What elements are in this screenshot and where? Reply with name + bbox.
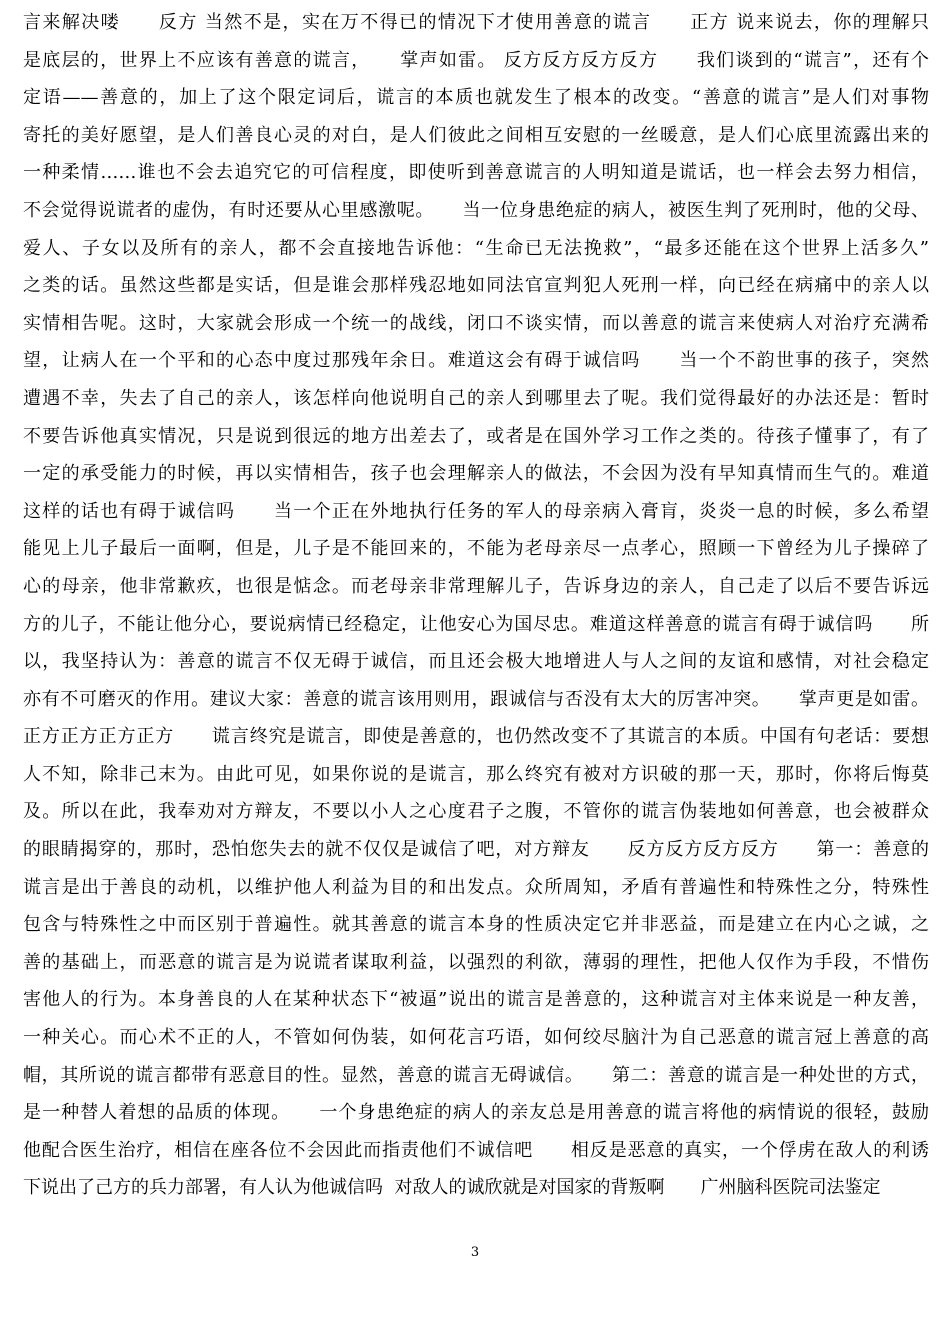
text-line: 人不知，除非己末为。由此可见，如果你说的是谎言，那么终究有被对方识破的那一天，那时，你将后悔莫 (23, 763, 929, 785)
text-line: 望，让病人在一个平和的心态中度过那残年余日。难道这会有碍于诚信吗 当一个不韵世事的孩子，突然 (23, 350, 929, 372)
text-line: 是一种替人着想的品质的体现。 一个身患绝症的病人的亲友总是用善意的谎言将他的病情说的很轻，鼓励 (23, 1102, 929, 1124)
text-line: 定语——善意的，加上了这个限定词后，谎言的本质也就发生了根本的改变。“善意的谎言”是人们对事物 (23, 87, 929, 109)
text-line: 一种柔情……谁也不会去追究它的可信程度，即使听到善意谎言的人明知道是谎话，也一样会去努力相信， (23, 162, 929, 184)
text-line: 寄托的美好愿望，是人们善良心灵的对白，是人们彼此之间相互安慰的一丝暖意，是人们心底里流露出来的 (23, 124, 929, 146)
text-line: 帽，其所说的谎言都带有恶意目的性。显然，善意的谎言无碍诚信。 第二：善意的谎言是一种处世的方式， (23, 1064, 929, 1086)
body-text (23, 4, 929, 1207)
text-line: 爱人、子女以及所有的亲人，都不会直接地告诉他：“生命已无法挽救”，“最多还能在这个世界上活多久” (23, 237, 929, 259)
text-line: 善的基础上，而恶意的谎言是为说谎者谋取利益，以强烈的利欲，薄弱的理性，把他人仅作为手段，不惜伤 (23, 951, 929, 973)
text-line: 这样的话也有碍于诚信吗 当一个正在外地执行任务的军人的母亲病入膏肓，炎炎一息的时候，多么希望 (23, 500, 929, 522)
text-line: 包含与特殊性之中而区别于普遍性。就其善意的谎言本身的性质决定它并非恶益，而是建立在内心之诚，之 (23, 914, 929, 936)
text-line: 下说出了己方的兵力部署，有人认为他诚信吗 对敌人的诚欣就是对国家的背叛啊 广州脑科医院司法鉴定 (23, 1177, 881, 1199)
text-line: 不会觉得说谎者的虚伪，有时还要从心里感激呢。 当一位身患绝症的病人，被医生判了死刑时，他的父母、 (23, 199, 929, 221)
text-line: 害他人的行为。本身善良的人在某种状态下“被逼”说出的谎言是善意的，这种谎言对主体来说是一种友善， (23, 989, 929, 1011)
page-number: 3 (470, 1245, 480, 1260)
text-line: 实情相告呢。这时，大家就会形成一个统一的战线，闭口不谈实情，而以善意的谎言来使病人对治疗充满希 (23, 312, 929, 334)
text-line: 言来解决喽 反方 当然不是，实在万不得已的情况下才使用善意的谎言 正方 说来说去，你的理解只 (23, 12, 929, 33)
text-line: 的眼睛揭穿的，那时，恐怕您失去的就不仅仅是诚信了吧，对方辩友 反方反方反方反方 第一：善意的 (23, 839, 929, 861)
text-line: 正方正方正方正方 谎言终究是谎言，即使是善意的，也仍然改变不了其谎言的本质。中国有句老话：要想 (23, 726, 929, 748)
text-line: 他配合医生治疗，相信在座各位不会因此而指责他们不诚信吧 相反是恶意的真实，一个俘虏在敌人的利诱 (23, 1139, 929, 1161)
text-line: 及。所以在此，我奉劝对方辩友，不要以小人之心度君子之腹，不管你的谎言伪装地如何善意，也会被群众 (23, 801, 929, 823)
text-line: 一种关心。而心术不正的人，不管如何伪装，如何花言巧语，如何绞尽脑汁为自己恶意的谎言冠上善意的高 (23, 1027, 929, 1049)
text-line: 遭遇不幸，失去了自己的亲人，该怎样向他说明自己的亲人到哪里去了呢。我们觉得最好的办法还是：暂时 (23, 387, 929, 409)
text-line: 之类的话。虽然这些都是实话，但是谁会那样残忍地如同法官宣判犯人死刑一样，向已经在病痛中的亲人以 (23, 275, 929, 297)
text-line: 谎言是出于善良的动机，以维护他人利益为目的和出发点。众所周知，矛盾有普遍性和特殊性之分，特殊性 (23, 876, 929, 898)
text-line: 亦有不可磨灭的作用。建议大家：善意的谎言该用则用，跟诚信与否没有太大的厉害冲突。 掌声更是如雷。 (23, 688, 929, 710)
text-line: 能见上儿子最后一面啊，但是，儿子是不能回来的，不能为老母亲尽一点孝心，照顾一下曾经为儿子操碎了 (23, 538, 929, 560)
text-line: 方的儿子，不能让他分心，要说病情已经稳定，让他安心为国尽忠。难道这样善意的谎言有碍于诚信吗 所 (23, 613, 929, 635)
text-line: 以，我坚持认为：善意的谎言不仅无碍于诚信，而且还会极大地增进人与人之间的友谊和感情，对社会稳定 (23, 651, 929, 673)
text-line: 心的母亲，他非常歉疚，也很是惦念。而老母亲非常理解儿子，告诉身边的亲人，自己走了以后不要告诉远 (23, 575, 929, 597)
text-line: 一定的承受能力的时候，再以实情相告，孩子也会理解亲人的做法，不会因为没有早知真情而生气的。难道 (23, 463, 929, 485)
text-line: 不要告诉他真实情况，只是说到很远的地方出差去了，或者是在国外学习工作之类的。待孩子懂事了，有了 (23, 425, 929, 447)
text-line: 是底层的，世界上不应该有善意的谎言， 掌声如雷。 反方反方反方反方 我们谈到的“谎言”，还有个 (23, 49, 929, 71)
